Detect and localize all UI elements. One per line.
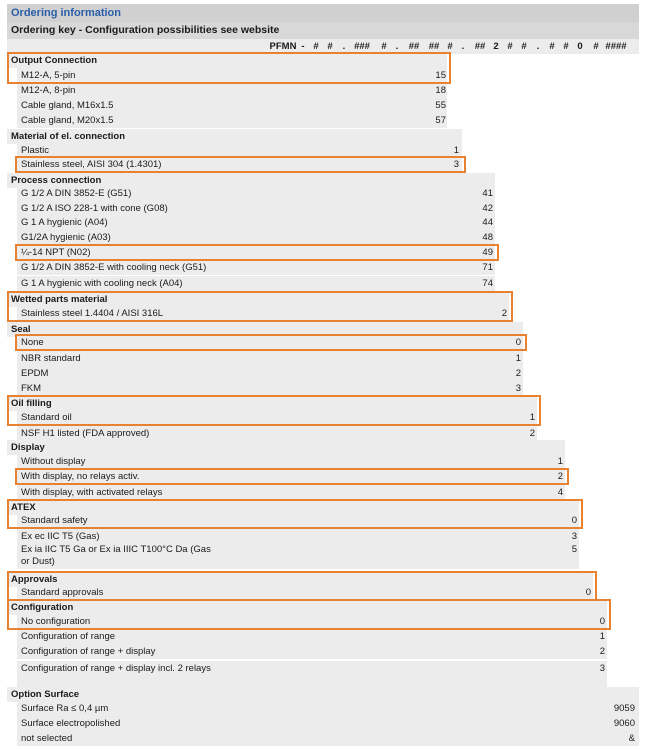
key-code-cell: # (507, 41, 513, 52)
option-row (17, 68, 447, 83)
option-row (17, 157, 462, 172)
option-row (17, 366, 523, 381)
option-code: 0 (585, 587, 591, 598)
key-code-cell: PFMN (269, 41, 297, 52)
option-label: Surface Ra ≤ 0,4 µm (21, 703, 109, 714)
option-code: 57 (435, 115, 446, 126)
option-row (17, 215, 495, 230)
option-code: & (628, 733, 635, 744)
key-code-cell: #### (605, 41, 627, 52)
option-code: 15 (435, 70, 446, 81)
option-code: 3 (515, 383, 521, 394)
option-row (17, 469, 565, 484)
option-label: No configuration (21, 616, 91, 627)
option-label: NBR standard (21, 353, 81, 364)
section-header: Seal (7, 322, 523, 337)
section-header: Wetted parts material (7, 292, 509, 307)
option-code: 49 (482, 247, 493, 258)
option-label: G 1/2 A ISO 228-1 with cone (G08) (21, 203, 168, 214)
option-label: Plastic (21, 145, 49, 156)
option-code: 71 (482, 262, 493, 273)
option-row (17, 98, 447, 113)
option-row (17, 306, 509, 321)
option-row (17, 716, 639, 731)
option-code: 18 (435, 85, 446, 96)
option-row (17, 661, 607, 688)
option-row (17, 260, 495, 275)
option-row (17, 454, 565, 469)
option-row (17, 585, 593, 600)
option-code: 1 (529, 412, 535, 423)
section-header: Output Connection (7, 53, 447, 68)
key-code-cell: ## (474, 41, 486, 52)
key-code-cell: # (381, 41, 387, 52)
ordering-key-line: Ordering key - Configuration possibilities see website (7, 22, 639, 39)
section-header: Material of el. connection (7, 129, 462, 144)
option-code: 1 (515, 353, 521, 364)
section-header: Option Surface (7, 687, 639, 702)
option-code: 2 (599, 646, 605, 657)
option-label: G 1/2 A DIN 3852-E (G51) (21, 188, 132, 199)
key-code-cell: # (327, 41, 333, 52)
option-code: 74 (482, 278, 493, 289)
option-code: 2 (501, 308, 507, 319)
key-code-cell: ### (354, 41, 370, 52)
option-code: 5 (571, 544, 577, 555)
option-label: EPDM (21, 368, 49, 379)
option-label: Ex ia IIC T5 Ga or Ex ia IIIC T100°C Da (Gas or Dust) (21, 544, 211, 567)
key-code-cell: # (521, 41, 527, 52)
option-label: Configuration of range (21, 631, 116, 642)
section-header: Oil filling (7, 396, 537, 411)
key-code-cell: - (301, 41, 305, 52)
key-code-cell: # (593, 41, 599, 52)
option-code: 4 (557, 487, 563, 498)
key-code-cell: . (536, 41, 540, 52)
option-label: Standard safety (21, 515, 88, 526)
option-code: 1 (557, 456, 563, 467)
option-code: 2 (557, 471, 563, 482)
option-row (17, 614, 607, 629)
option-code: 48 (482, 232, 493, 243)
option-label: None (21, 337, 44, 348)
key-code-cell: 2 (493, 41, 499, 52)
option-label: Without display (21, 456, 86, 467)
section-header: ATEX (7, 500, 579, 515)
key-code-cell: # (549, 41, 555, 52)
option-label: Cable gland, M16x1.5 (21, 100, 114, 111)
option-code: 2 (529, 428, 535, 439)
option-label: Ex ec IIC T5 (Gas) (21, 531, 100, 542)
key-code-cell: # (447, 41, 453, 52)
section-header: Configuration (7, 600, 607, 615)
option-row (17, 143, 462, 158)
option-code: 9059 (613, 703, 635, 714)
option-row (17, 701, 639, 716)
option-code: 2 (515, 368, 521, 379)
key-code-cell: ## (408, 41, 420, 52)
option-label: Stainless steel, AISI 304 (1.4301) (21, 159, 162, 170)
option-label: M12-A, 8-pin (21, 85, 76, 96)
option-code: 42 (482, 203, 493, 214)
option-row (17, 629, 607, 644)
option-code: 9060 (613, 718, 635, 729)
section-header: Process connection (7, 173, 495, 188)
option-row (17, 410, 537, 425)
key-code-cell: . (395, 41, 399, 52)
option-row (17, 245, 495, 260)
key-code-cell: 0 (577, 41, 583, 52)
option-label: NSF H1 listed (FDA approved) (21, 428, 150, 439)
key-code-cell: ## (428, 41, 440, 52)
option-row (17, 351, 523, 366)
option-row (17, 381, 523, 396)
key-code-cell: # (563, 41, 569, 52)
option-code: 3 (571, 531, 577, 542)
option-label: With display, with activated relays (21, 487, 163, 498)
option-label: G1/2A hygienic (A03) (21, 232, 111, 243)
option-row (17, 201, 495, 216)
option-code: 1 (599, 631, 605, 642)
option-label: ¼-14 NPT (N02) (21, 247, 91, 258)
option-label: Configuration of range + display (21, 646, 156, 657)
option-row (17, 230, 495, 245)
option-code: 3 (453, 159, 459, 170)
key-code-cell: . (342, 41, 346, 52)
option-row (17, 513, 579, 528)
option-code: 44 (482, 217, 493, 228)
section-header: Display (7, 440, 565, 455)
option-label: M12-A, 5-pin (21, 70, 76, 81)
option-label: Cable gland, M20x1.5 (21, 115, 114, 126)
option-code: 3 (599, 663, 605, 674)
ordering-key-code-row (7, 39, 639, 54)
option-row (17, 644, 607, 659)
ordering-information-page (7, 4, 639, 746)
option-row (17, 276, 495, 291)
section-header: Approvals (7, 572, 593, 587)
key-code-cell: . (461, 41, 465, 52)
option-label: With display, no relays activ. (21, 471, 140, 482)
option-label: G 1/2 A DIN 3852-E with cooling neck (G51) (21, 262, 207, 273)
option-code: 41 (482, 188, 493, 199)
option-label: Stainless steel 1.4404 / AISI 316L (21, 308, 164, 319)
option-row (17, 186, 495, 201)
option-row (17, 485, 565, 500)
option-code: 1 (453, 145, 459, 156)
option-label: G 1 A hygienic (A04) (21, 217, 108, 228)
option-code: 0 (515, 337, 521, 348)
option-row (17, 335, 523, 350)
option-label: G 1 A hygienic with cooling neck (A04) (21, 278, 183, 289)
option-row (17, 542, 579, 569)
option-row (17, 426, 537, 441)
option-label: Configuration of range + display incl. 2 relays (21, 663, 211, 674)
option-row (17, 83, 447, 98)
option-label: Standard oil (21, 412, 72, 423)
option-label: Standard approvals (21, 587, 104, 598)
option-label: not selected (21, 733, 73, 744)
key-code-cell: # (313, 41, 319, 52)
option-row (17, 113, 447, 128)
option-code: 0 (571, 515, 577, 526)
option-row (17, 731, 639, 746)
option-code: 0 (599, 616, 605, 627)
section-title: Ordering information (7, 4, 639, 22)
option-label: FKM (21, 383, 42, 394)
option-label: Surface electropolished (21, 718, 121, 729)
option-code: 55 (435, 100, 446, 111)
